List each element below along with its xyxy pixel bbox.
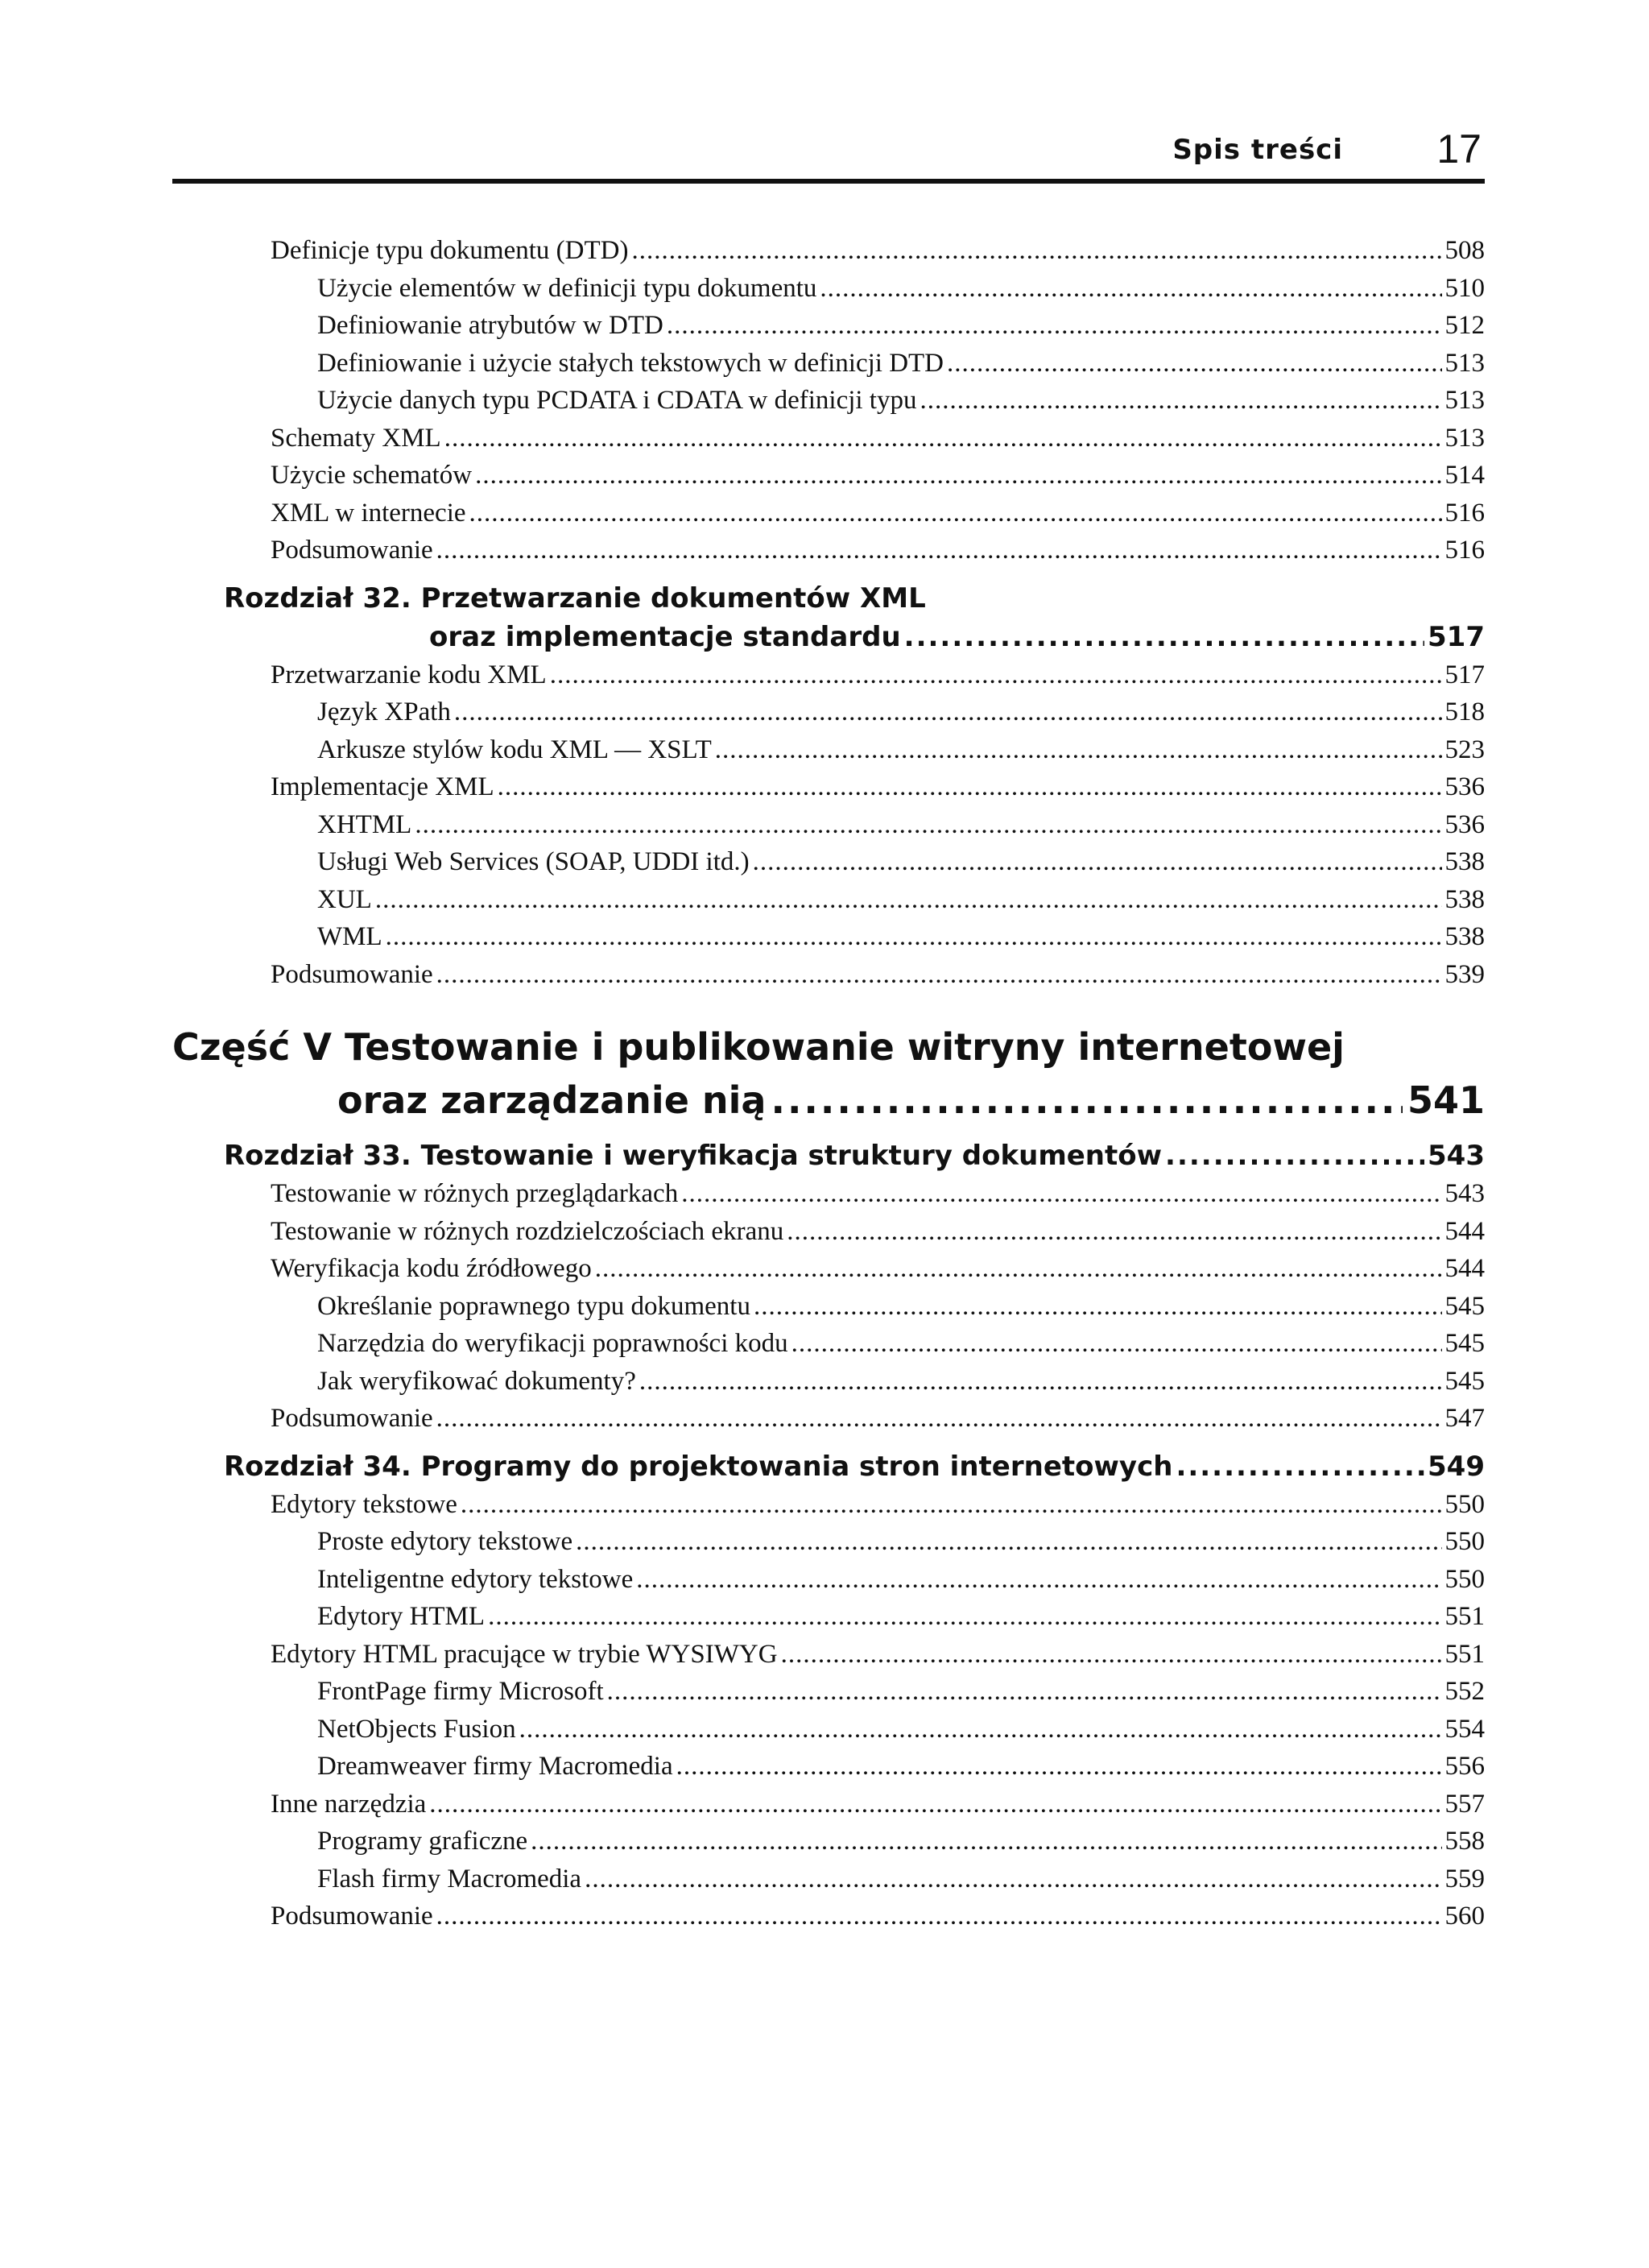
toc-entry-page: 544 <box>1444 1254 1485 1283</box>
toc-entry <box>172 768 1485 806</box>
dot-leader <box>436 1898 1442 1935</box>
toc-entry-title: Testowanie w różnych rozdzielczościach ekranu <box>271 1216 784 1246</box>
toc-entry-title: Weryfikacja kodu źródłowego <box>271 1254 592 1283</box>
toc-entry-title: Użycie elementów w definicji typu dokumentu <box>317 273 817 303</box>
toc-entry-page: 556 <box>1444 1752 1485 1781</box>
toc-entry-page: 538 <box>1444 847 1485 876</box>
toc-entry <box>172 1860 1485 1898</box>
dot-leader <box>550 656 1442 694</box>
toc-entry-page: 536 <box>1444 772 1485 801</box>
toc-entry-title: Edytory HTML <box>317 1602 486 1631</box>
toc-entry-page: 538 <box>1444 884 1485 914</box>
toc-entry-title: Testowanie w różnych przeglądarkach <box>271 1179 679 1208</box>
toc-entry-page: 559 <box>1444 1864 1485 1893</box>
toc-entry <box>172 1288 1485 1326</box>
toc-entry-title: Arkusze stylów kodu XML — XSLT <box>317 735 712 764</box>
chapter-title: Rozdział 32. Przetwarzanie dokumentów XML <box>224 581 926 615</box>
toc-entry <box>172 1363 1485 1401</box>
toc-entry <box>172 232 1485 270</box>
toc-entry-title: XHTML <box>317 809 412 839</box>
dot-leader <box>715 731 1442 769</box>
toc-entry-title: XML w internecie <box>271 498 466 528</box>
dot-leader <box>754 1288 1442 1326</box>
dot-leader <box>498 768 1442 806</box>
running-header-page-number: 17 <box>1436 126 1482 172</box>
toc-entry-page: 560 <box>1444 1902 1485 1931</box>
dot-leader <box>444 420 1442 457</box>
dot-leader <box>585 1860 1441 1898</box>
toc-entry-page: 545 <box>1444 1329 1485 1358</box>
toc-entry <box>172 345 1485 383</box>
part-page: 541 <box>1407 1078 1485 1122</box>
toc-entry <box>172 1598 1485 1636</box>
toc-entry-page: 543 <box>1444 1179 1485 1208</box>
chapter-page: 517 <box>1428 620 1485 653</box>
toc-entry <box>172 881 1485 919</box>
table-of-contents <box>172 232 1485 1935</box>
toc-entry-title: XUL <box>317 884 372 914</box>
dot-leader <box>519 1711 1442 1749</box>
toc-entry-page: 508 <box>1444 236 1485 265</box>
toc-entry-title: Użycie danych typu PCDATA i CDATA w definicji typu <box>317 386 917 415</box>
part-heading <box>172 1020 1485 1127</box>
toc-entry <box>172 918 1485 956</box>
dot-leader <box>531 1823 1441 1860</box>
toc-entry-page: 539 <box>1444 959 1485 989</box>
dot-leader <box>636 1561 1441 1599</box>
toc-entry-title: Schematy XML <box>271 423 441 453</box>
dot-leader <box>488 1598 1441 1636</box>
toc-entry <box>172 1486 1485 1524</box>
toc-entry-title: Definicje typu dokumentu (DTD) <box>271 236 629 265</box>
toc-entry-page: 538 <box>1444 922 1485 951</box>
dot-leader <box>667 307 1442 345</box>
toc-entry-title: WML <box>317 922 382 951</box>
toc-entry-title: Jak weryfikować dokumenty? <box>317 1366 636 1396</box>
toc-entry-title: Inteligentne edytory tekstowe <box>317 1564 634 1594</box>
toc-entry <box>172 1898 1485 1935</box>
dot-leader <box>631 232 1441 270</box>
chapter-page: 549 <box>1428 1450 1485 1483</box>
toc-entry-title: Przetwarzanie kodu XML <box>271 660 547 689</box>
chapter-title: Rozdział 34. Programy do projektowania stron internetowych <box>224 1450 1173 1483</box>
toc-entry <box>172 307 1485 345</box>
toc-entry-title: FrontPage firmy Microsoft <box>317 1677 604 1706</box>
toc-entry-page: 550 <box>1444 1564 1485 1594</box>
toc-entry-page: 518 <box>1444 697 1485 726</box>
toc-entry-page: 516 <box>1444 536 1485 565</box>
dot-leader <box>681 1175 1441 1213</box>
running-header <box>172 121 1485 184</box>
toc-entry-title: Podsumowanie <box>271 1902 433 1931</box>
toc-entry <box>172 656 1485 694</box>
toc-entry-title: Narzędzia do weryfikacji poprawności kodu <box>317 1329 788 1358</box>
toc-entry-page: 547 <box>1444 1404 1485 1433</box>
toc-entry <box>172 1175 1485 1213</box>
toc-entry <box>172 1561 1485 1599</box>
toc-entry-page: 557 <box>1444 1789 1485 1819</box>
chapter-title: Rozdział 33. Testowanie i weryfikacja struktury dokumentów <box>224 1140 1163 1172</box>
dot-leader <box>436 1400 1442 1438</box>
dot-leader <box>781 1636 1442 1674</box>
toc-entry <box>172 1523 1485 1561</box>
toc-entry-title: Inne narzędzia <box>271 1789 427 1819</box>
toc-entry <box>172 420 1485 457</box>
running-header-title: Spis treści <box>1172 134 1343 166</box>
toc-entry-title: Podsumowanie <box>271 1404 433 1433</box>
dot-leader <box>415 806 1441 844</box>
toc-entry <box>172 1213 1485 1251</box>
toc-entry-page: 558 <box>1444 1827 1485 1856</box>
toc-entry <box>172 457 1485 495</box>
toc-entry-title: Proste edytory tekstowe <box>317 1527 573 1556</box>
toc-entry-title: Definiowanie atrybutów w DTD <box>317 311 663 340</box>
toc-entry-title: Edytory tekstowe <box>271 1489 457 1519</box>
chapter-heading <box>172 579 1485 656</box>
toc-entry-page: 552 <box>1444 1677 1485 1706</box>
toc-entry-page: 550 <box>1444 1527 1485 1556</box>
toc-entry-page: 523 <box>1444 735 1485 764</box>
toc-entry <box>172 270 1485 308</box>
toc-entry <box>172 1400 1485 1438</box>
dot-leader <box>436 532 1442 569</box>
dot-leader <box>676 1748 1442 1786</box>
chapter-title-continued: oraz implementacje standardu <box>429 620 901 653</box>
toc-entry-page: 513 <box>1444 386 1485 415</box>
toc-entry <box>172 1711 1485 1749</box>
toc-entry <box>172 1786 1485 1823</box>
toc-entry <box>172 1673 1485 1711</box>
dot-leader <box>1176 1447 1424 1486</box>
chapter-page: 543 <box>1428 1140 1485 1172</box>
toc-entry <box>172 1748 1485 1786</box>
dot-leader <box>595 1250 1442 1288</box>
toc-entry-title: Programy graficzne <box>317 1827 528 1856</box>
toc-entry-title: Język XPath <box>317 697 451 726</box>
dot-leader <box>386 918 1442 956</box>
toc-entry <box>172 1636 1485 1674</box>
toc-entry-title: Podsumowanie <box>271 536 433 565</box>
dot-leader <box>771 1074 1403 1127</box>
toc-entry-title: Podsumowanie <box>271 959 433 989</box>
dot-leader <box>429 1786 1441 1823</box>
dot-leader <box>607 1673 1442 1711</box>
chapter-heading <box>172 1447 1485 1486</box>
toc-entry-page: 554 <box>1444 1714 1485 1744</box>
toc-entry-page: 510 <box>1444 273 1485 303</box>
dot-leader <box>787 1213 1441 1251</box>
toc-entry-title: Edytory HTML pracujące w trybie WYSIWYG <box>271 1639 778 1669</box>
dot-leader <box>1165 1136 1424 1175</box>
dot-leader <box>461 1486 1442 1524</box>
toc-entry-page: 551 <box>1444 1639 1485 1669</box>
toc-entry <box>172 806 1485 844</box>
dot-leader <box>820 270 1441 308</box>
dot-leader <box>576 1523 1441 1561</box>
toc-entry-title: Użycie schematów <box>271 461 473 490</box>
dot-leader <box>947 345 1441 383</box>
toc-entry-title: Usługi Web Services (SOAP, UDDI itd.) <box>317 847 750 876</box>
toc-entry-page: 550 <box>1444 1489 1485 1519</box>
toc-entry-title: Definiowanie i użycie stałych tekstowych w definicji DTD <box>317 348 944 378</box>
dot-leader <box>469 495 1442 532</box>
toc-entry <box>172 1823 1485 1860</box>
toc-entry <box>172 1250 1485 1288</box>
dot-leader <box>639 1363 1442 1401</box>
toc-entry-page: 544 <box>1444 1216 1485 1246</box>
dot-leader <box>375 881 1442 919</box>
chapter-heading <box>172 1136 1485 1175</box>
toc-entry-page: 513 <box>1444 423 1485 453</box>
toc-entry <box>172 382 1485 420</box>
toc-entry <box>172 731 1485 769</box>
part-title: Część V Testowanie i publikowanie witryny internetowej <box>172 1025 1345 1069</box>
toc-entry-title: Określanie poprawnego typu dokumentu <box>317 1291 750 1321</box>
dot-leader <box>904 618 1424 656</box>
dot-leader <box>753 843 1442 881</box>
toc-entry-title: NetObjects Fusion <box>317 1714 516 1744</box>
toc-entry <box>172 843 1485 881</box>
dot-leader <box>791 1325 1442 1363</box>
toc-entry-page: 551 <box>1444 1602 1485 1631</box>
toc-entry <box>172 956 1485 994</box>
toc-entry-page: 512 <box>1444 311 1485 340</box>
toc-entry <box>172 532 1485 569</box>
toc-entry-page: 545 <box>1444 1291 1485 1321</box>
toc-entry-page: 514 <box>1444 461 1485 490</box>
part-title-continued: oraz zarządzanie nią <box>337 1078 767 1122</box>
toc-entry-page: 536 <box>1444 809 1485 839</box>
toc-entry-title: Flash firmy Macromedia <box>317 1864 582 1893</box>
toc-entry-title: Dreamweaver firmy Macromedia <box>317 1752 673 1781</box>
toc-entry-page: 517 <box>1444 660 1485 689</box>
dot-leader <box>436 956 1442 994</box>
dot-leader <box>475 457 1441 495</box>
toc-entry <box>172 693 1485 731</box>
toc-entry-title: Implementacje XML <box>271 772 494 801</box>
toc-entry-page: 545 <box>1444 1366 1485 1396</box>
toc-entry <box>172 495 1485 532</box>
toc-entry <box>172 1325 1485 1363</box>
dot-leader <box>920 382 1441 420</box>
toc-entry-page: 516 <box>1444 498 1485 528</box>
toc-entry-page: 513 <box>1444 348 1485 378</box>
dot-leader <box>454 693 1442 731</box>
